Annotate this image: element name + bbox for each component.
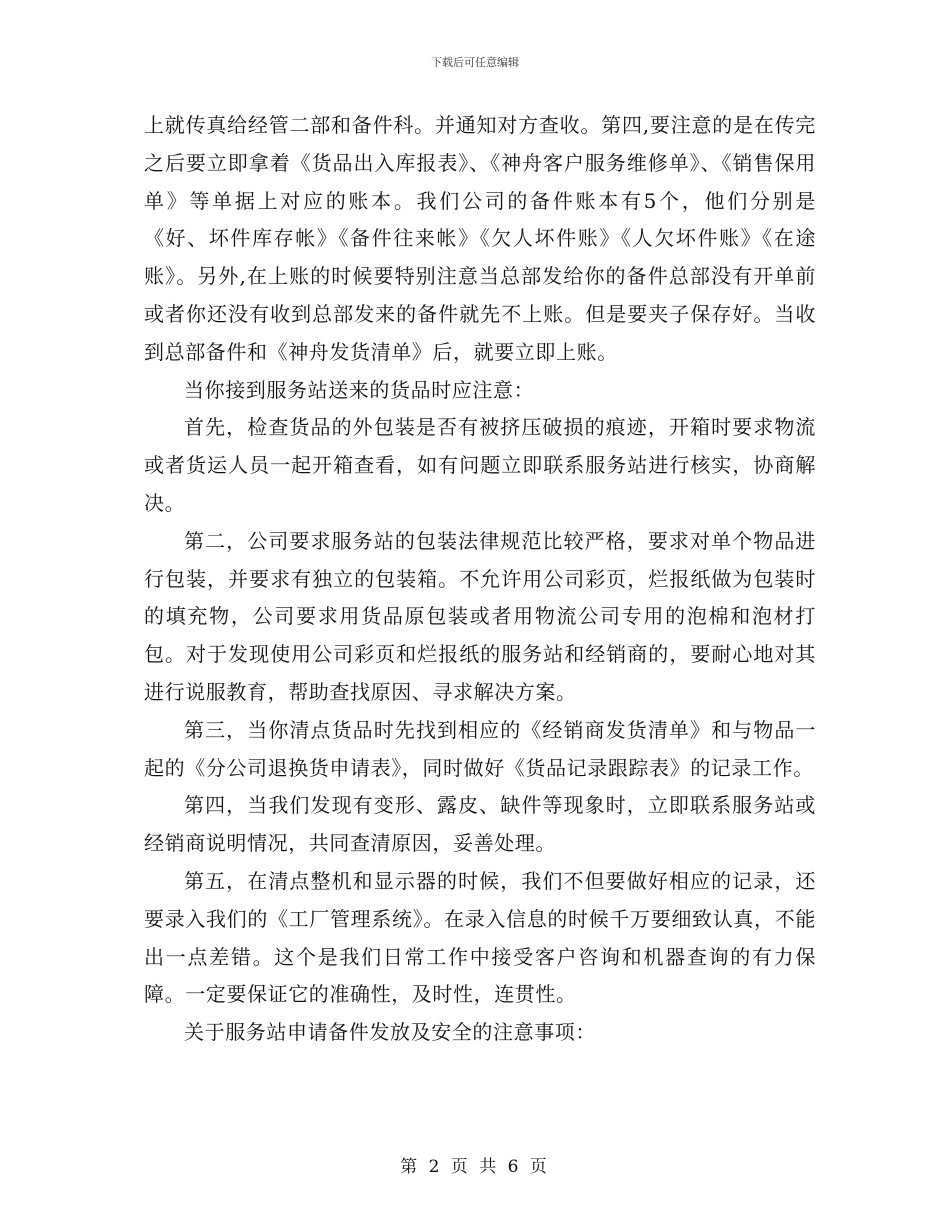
paragraph-3: 首先，检查货品的外包装是否有被挤压破损的痕迹，开箱时要求物流或者货运人员一起开箱查看，如有问题立即联系服务站进行核实，协商解决。 xyxy=(144,415,816,515)
paragraph-2: 当你接到服务站送来的货品时应注意： xyxy=(184,377,535,402)
paragraph-4: 第二，公司要求服务站的包装法律规范比较严格，要求对单个物品进行包装，并要求有独立的包装箱。不允许用公司彩页，烂报纸做为包装时的填充物，公司要求用货品原包装或者用物流公司专用的泡棉和泡材打包。对于发现使用公司彩页和烂报纸的服务站和经销商的，要耐心地对其进行说服教育，帮助查找原因、寻求解决方案。 xyxy=(144,528,816,704)
paragraph-1: 上就传真给经管二部和备件科。并通知对方查收。第四,要注意的是在传完之后要立即拿着《货品出入库报表》、《神舟客户服务维修单》、《销售保用单》等单据上对应的账本。我们公司的备件账本有5个，他们分别是《好、坏件库存帐》《备件往来帐》《欠人坏件账》《人欠坏件账》《在途账》。另外,在上账的时候要特别注意当总部发给你的备件总部没有开单前或者你还没有收到总部发来的备件就先不上账。但是要夹子保存好。当收到总部备件和《神舟发货清单》后，就要立即上账。 xyxy=(144,113,816,364)
page-number-footer: 第 2 页 共 6 页 xyxy=(400,1157,550,1177)
document-body xyxy=(144,107,816,1052)
paragraph-6: 第四，当我们发现有变形、露皮、缺件等现象时，立即联系服务站或经销商说明情况，共同查清原因，妥善处理。 xyxy=(144,793,816,856)
paragraph-7: 第五，在清点整机和显示器的时候，我们不但要做好相应的记录，还要录入我们的《工厂管理系统》。在录入信息的时候千万要细致认真，不能出一点差错。这个是我们日常工作中接受客户咨询和机器查询的有力保障。一定要保证它的准确性，及时性，连贯性。 xyxy=(144,868,816,1007)
page-header-note: 下载后可任意编辑 xyxy=(431,56,519,69)
paragraph-8: 关于服务站申请备件发放及安全的注意事项： xyxy=(184,1020,596,1045)
paragraph-5: 第三，当你清点货品时先找到相应的《经销商发货清单》和与物品一起的《分公司退换货申请表》，同时做好《货品记录跟踪表》的记录工作。 xyxy=(144,717,816,780)
